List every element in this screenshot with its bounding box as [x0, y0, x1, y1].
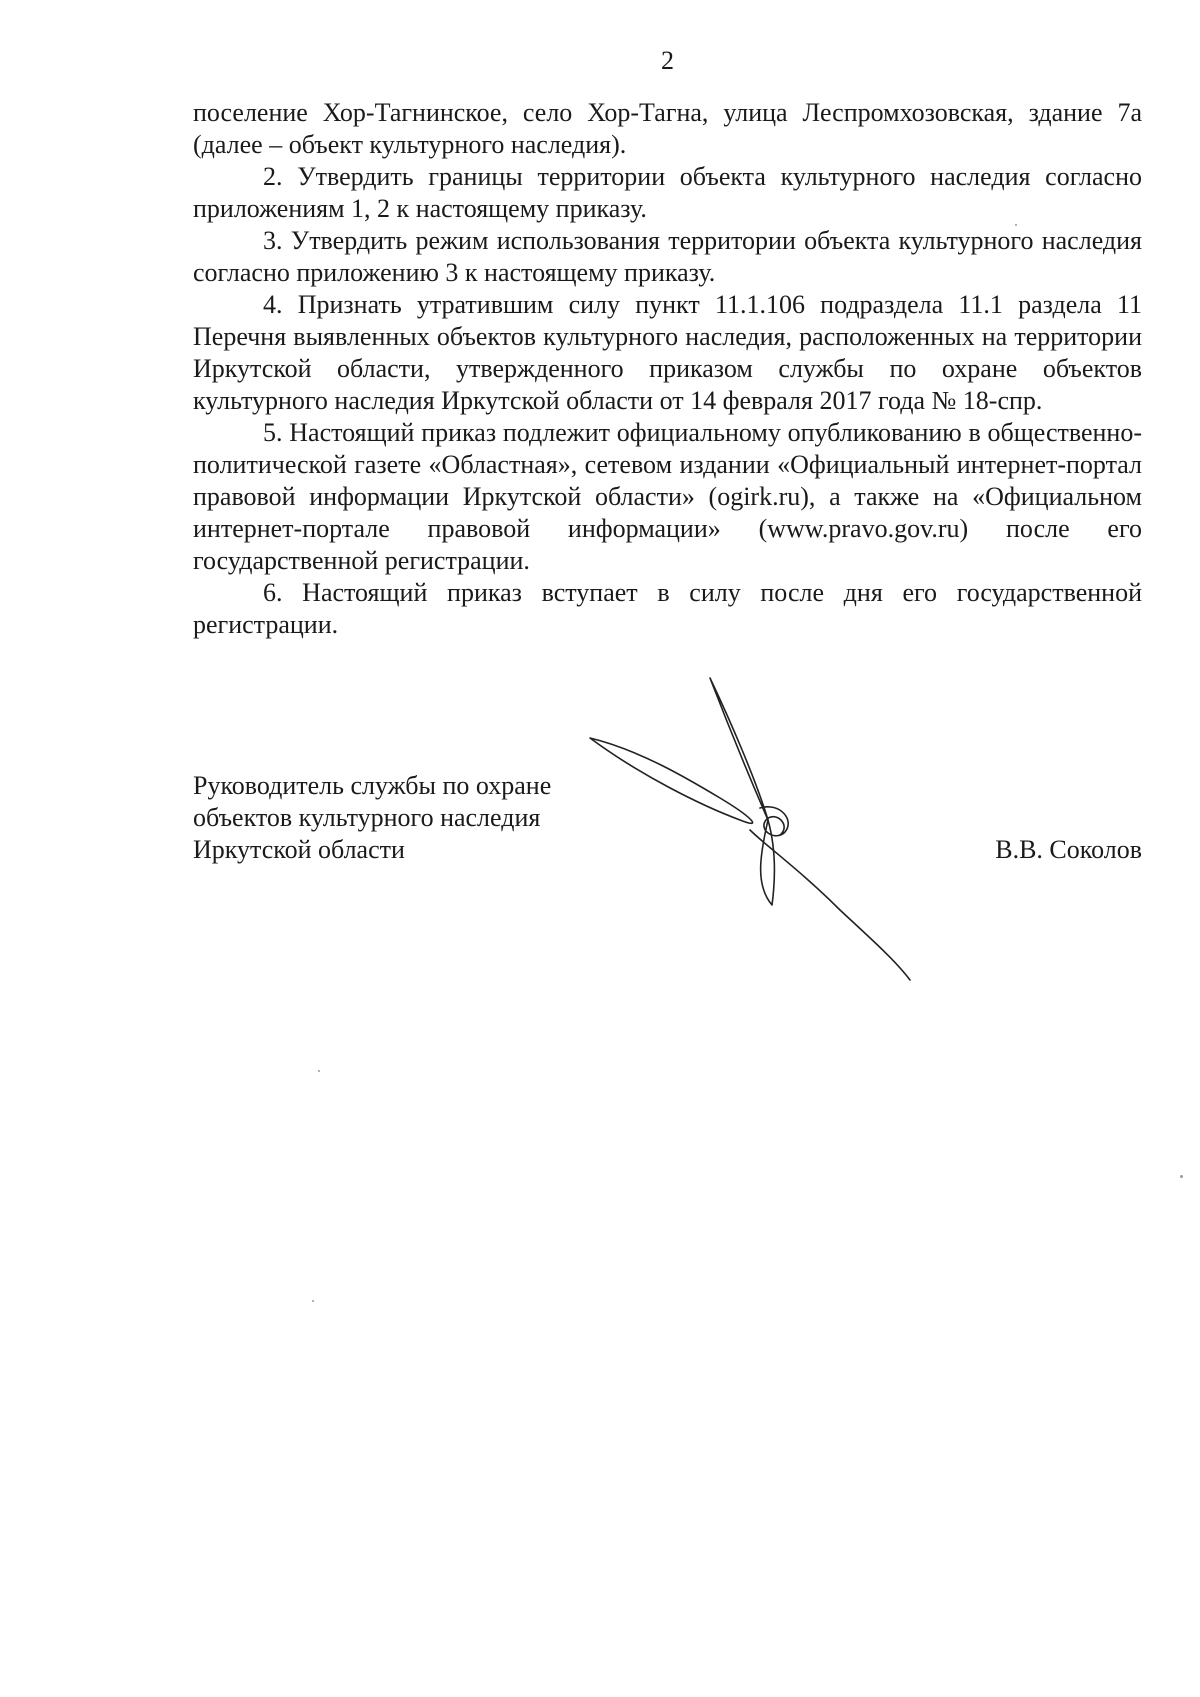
scan-speck	[312, 1300, 314, 1302]
signer-name: В.В. Соколов	[995, 835, 1142, 864]
signer-position-line: Руководитель службы по охране	[193, 771, 552, 800]
handwritten-signature-icon	[580, 670, 930, 990]
signer-position-line: объектов культурного наследия	[193, 803, 541, 832]
page-number: 2	[661, 46, 674, 75]
scan-speck	[1015, 224, 1017, 226]
paragraph-item-5: 5. Настоящий приказ подлежит официальному опубликованию в общественно-политической газете «Областная», сетевом издании «Официальный интернет-портал правовой информации Иркутской области» (ogirk.ru), а также на «Официальном интернет-портале правовой информации» (www.pravo.gov.ru) после его государственной регистрации.	[193, 418, 1142, 575]
paragraph-item-6: 6. Настоящий приказ вступает в силу после дня его государственной регистрации.	[193, 578, 1142, 639]
paragraph-item-2: 2. Утвердить границы территории объекта культурного наследия согласно приложениям 1, 2 к настоящему приказу.	[193, 162, 1142, 223]
scan-speck	[1180, 1175, 1183, 1178]
signer-position-line: Иркутской области	[193, 835, 405, 864]
paragraph-item-3: 3. Утвердить режим использования территории объекта культурного наследия согласно приложению 3 к настоящему приказу.	[193, 226, 1142, 287]
paragraph-continuation: поселение Хор-Тагнинское, село Хор-Тагна, улица Леспромхозовская, здание 7а (далее – объект культурного наследия).	[193, 98, 1142, 159]
document-body	[193, 97, 1142, 641]
scan-speck	[318, 1070, 320, 1072]
paragraph-item-4: 4. Признать утратившим силу пункт 11.1.106 подраздела 11.1 раздела 11 Перечня выявленных объектов культурного наследия, расположенных на территории Иркутской области, утвержденного приказом службы по охране объектов культурного наследия Иркутской области от 14 февраля 2017 года № 18-спр.	[193, 290, 1142, 415]
